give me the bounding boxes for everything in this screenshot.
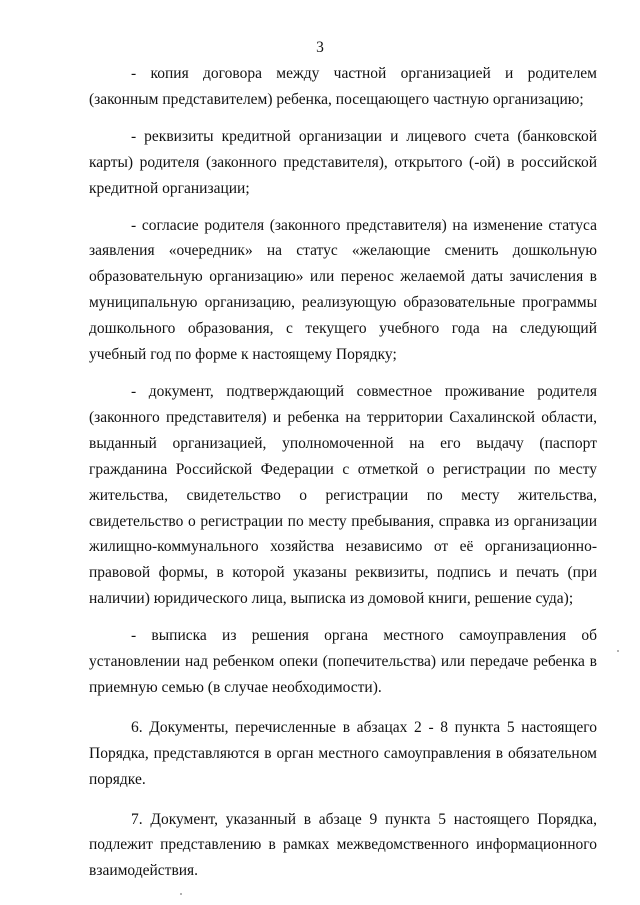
page-number: 3	[316, 39, 324, 56]
scan-speck	[617, 650, 619, 652]
paragraph-guardianship-extract: - выписка из решения органа местного самоуправления об установлении над ребенком опеки (попечительства) или передаче ребенка в приемную семью (в случае необходимости).	[89, 627, 597, 696]
paragraph-item-6: 6. Документы, перечисленные в абзацах 2 - 8 пункта 5 настоящего Порядка, представляются в орган местного самоуправления в обязательном порядке.	[89, 718, 597, 788]
paragraph-residence-document: - документ, подтверждающий совместное проживание родителя (законного представителя) и ребенка на территории Сахалинской области, выданный организацией, уполномоченной на его выдачу (паспорт гражданина Российской Федерации с отметкой о регистрации по месту жительства, свидетельство о регистрации по месту жительства, свидетельство о регистрации по месту пребывания, справка из организации жилищно-коммунального хозяйства независимо от её организационно-правовой формы, в которой указаны реквизиты, подпись и печать (при наличии) юридического лица, выписка из домовой книги, решение суда);	[89, 382, 597, 608]
document-body	[89, 61, 597, 884]
scan-speck	[180, 893, 182, 895]
paragraph-parent-consent: - согласие родителя (законного представителя) на изменение статуса заявления «очередник» на статус «желающие сменить дошкольную образовательную организацию» или перенос желаемой даты зачисления в муниципальную организацию, реализующую образовательные программы дошкольного образования, с текущего учебного года на следующий учебный год по форме к настоящему Порядку;	[89, 216, 597, 364]
paragraph-contract-copy: - копия договора между частной организацией и родителем (законным представителем) ребенка, посещающего частную организацию;	[89, 65, 597, 108]
paragraph-item-7: 7. Документ, указанный в абзаце 9 пункта 5 настоящего Порядка, подлежит представлению в рамках межведомственного информационного взаимодействия.	[89, 810, 597, 880]
paragraph-bank-details: - реквизиты кредитной организации и лицевого счета (банковской карты) родителя (законного представителя), открытого (-ой) в российской кредитной организации;	[89, 127, 597, 197]
